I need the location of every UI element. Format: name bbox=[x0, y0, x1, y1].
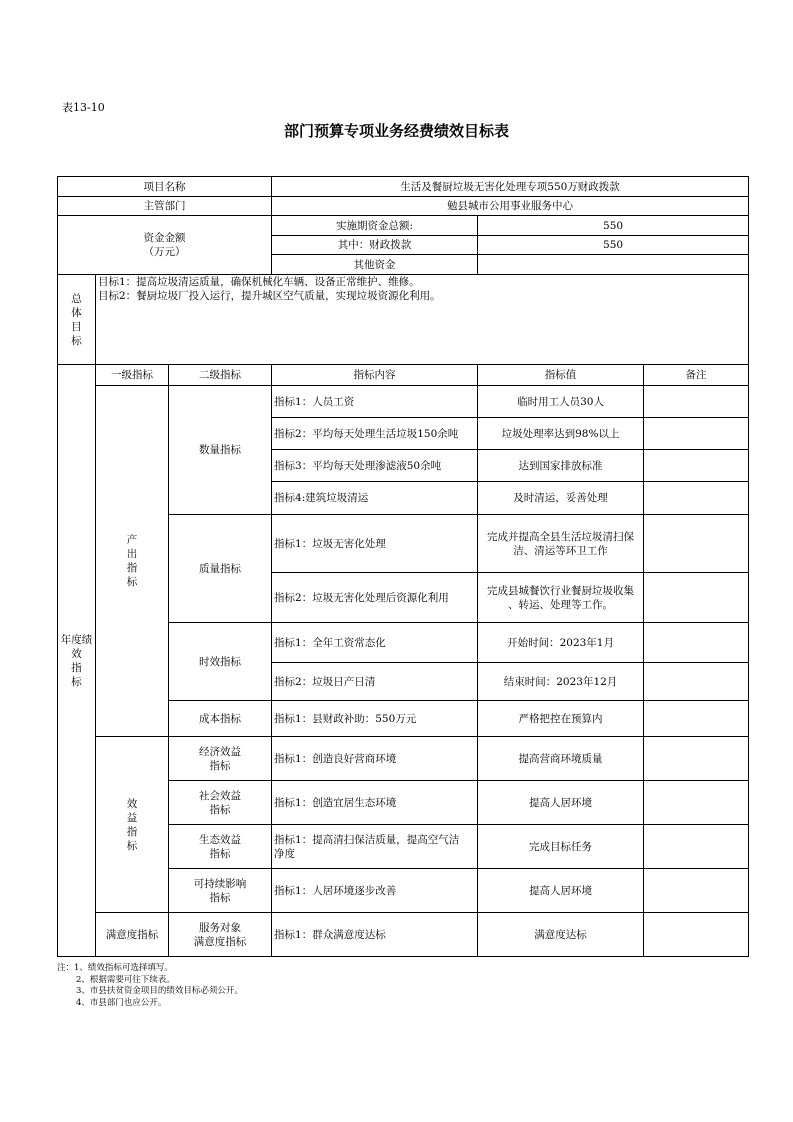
indicator-content: 指标1：创造宜居生态环境 bbox=[272, 781, 478, 825]
footnote-4: 4、市县部门也应公开。 bbox=[76, 997, 167, 1008]
indicator-value: 提高人居环境 bbox=[478, 781, 644, 825]
cost-indicators-label: 成本指标 bbox=[169, 701, 272, 737]
indicator-note bbox=[644, 623, 749, 663]
indicator-value: 提高营商环境质量 bbox=[478, 737, 644, 781]
project-name-label: 项目名称 bbox=[58, 177, 272, 197]
header-level1: 一级指标 bbox=[96, 365, 169, 386]
goal-2: 目标2：餐厨垃圾厂投入运行，提升城区空气质量，实现垃圾资源化利用。 bbox=[98, 290, 441, 302]
indicator-content: 指标1：人居环境逐步改善 bbox=[272, 869, 478, 913]
indicator-content: 指标2：垃圾无害化处理后资源化利用 bbox=[272, 573, 478, 623]
satisfaction-indicators-label: 满意度指标 bbox=[96, 913, 169, 957]
indicator-content: 指标1：县财政补助：550万元 bbox=[272, 701, 478, 737]
indicator-value: 及时清运，妥善处理 bbox=[478, 482, 644, 515]
indicator-note bbox=[644, 913, 749, 957]
indicator-value: 临时用工人员30人 bbox=[478, 386, 644, 418]
indicator-content: 指标1：人员工资 bbox=[272, 386, 478, 418]
table-number: 表13-10 bbox=[62, 101, 105, 114]
indicator-note bbox=[644, 825, 749, 869]
header-content: 指标内容 bbox=[272, 365, 478, 386]
project-name-value: 生活及餐厨垃圾无害化处理专项550万财政拨款 bbox=[272, 177, 749, 197]
indicator-note bbox=[644, 515, 749, 573]
indicator-content: 指标1：垃圾无害化处理 bbox=[272, 515, 478, 573]
other-fund-label: 其他资金 bbox=[272, 255, 478, 275]
footnote-2: 2、根据需要可往下续表。 bbox=[76, 974, 175, 985]
indicator-value: 开始时间：2023年1月 bbox=[478, 623, 644, 663]
dept-row bbox=[58, 197, 749, 216]
indicator-value: 完成县城餐饮行业餐厨垃圾收集 、转运、处理等工作。 bbox=[478, 573, 644, 623]
footnotes bbox=[57, 963, 243, 1009]
indicator-value: 严格把控在预算内 bbox=[478, 701, 644, 737]
total-fund-value: 550 bbox=[478, 216, 749, 236]
indicator-content: 指标1：创造良好营商环境 bbox=[272, 737, 478, 781]
overall-goals-content bbox=[96, 275, 749, 365]
total-fund-label: 实施期资金总额: bbox=[272, 216, 478, 236]
indicator-note bbox=[644, 663, 749, 701]
indicator-note bbox=[644, 737, 749, 781]
indicator-value: 满意度达标 bbox=[478, 913, 644, 957]
indicator-content: 指标3：平均每天处理渗滤液50余吨 bbox=[272, 450, 478, 482]
fund-amount-label-line2: （万元） bbox=[143, 246, 186, 258]
fund-amount-label-line1: 资金金额 bbox=[143, 232, 186, 244]
dept-label: 主管部门 bbox=[58, 197, 272, 216]
social-benefit-label: 社会效益 指标 bbox=[169, 781, 272, 825]
header-value: 指标值 bbox=[478, 365, 644, 386]
fund-total-row bbox=[58, 216, 749, 236]
indicator-note bbox=[644, 701, 749, 737]
table-row bbox=[58, 737, 749, 781]
table-row bbox=[58, 386, 749, 418]
fiscal-fund-value: 550 bbox=[478, 236, 749, 255]
service-satisfaction-label: 服务对象 满意度指标 bbox=[169, 913, 272, 957]
indicator-content: 指标4:建筑垃圾清运 bbox=[272, 482, 478, 515]
economic-benefit-label: 经济效益 指标 bbox=[169, 737, 272, 781]
indicator-note bbox=[644, 573, 749, 623]
indicator-note bbox=[644, 482, 749, 515]
indicator-content: 指标2：平均每天处理生活垃圾150余吨 bbox=[272, 418, 478, 450]
benefit-indicators-label: 效 益 指 标 bbox=[96, 737, 169, 913]
indicator-content: 指标1：全年工资常态化 bbox=[272, 623, 478, 663]
footnote-1: 注：1、绩效指标可选择填写。 bbox=[57, 963, 173, 973]
output-indicators-label: 产 出 指 标 bbox=[96, 386, 169, 737]
overall-goals-row bbox=[58, 275, 749, 365]
header-note: 备注 bbox=[644, 365, 749, 386]
performance-target-table bbox=[57, 176, 749, 957]
sustainable-impact-label: 可持续影响 指标 bbox=[169, 869, 272, 913]
footnote-3: 3、市县扶贫资金项目的绩效目标必须公开。 bbox=[76, 986, 243, 996]
indicator-content: 指标1：群众满意度达标 bbox=[272, 913, 478, 957]
annual-indicators-label: 年度绩 效 指 标 bbox=[58, 365, 96, 957]
header-level2: 二级指标 bbox=[169, 365, 272, 386]
goal-1: 目标1：提高垃圾清运质量，确保机械化车辆、设备正常维护、维修。 bbox=[98, 276, 420, 288]
quantity-indicators-label: 数量指标 bbox=[169, 386, 272, 515]
indicator-value: 结束时间：2023年12月 bbox=[478, 663, 644, 701]
overall-goals-label: 总 体 目 标 bbox=[58, 275, 96, 365]
ecological-benefit-label: 生态效益 指标 bbox=[169, 825, 272, 869]
indicator-note bbox=[644, 418, 749, 450]
table-row bbox=[58, 913, 749, 957]
indicator-header-row bbox=[58, 365, 749, 386]
indicator-value: 提高人居环境 bbox=[478, 869, 644, 913]
indicator-content: 指标2：垃圾日产日清 bbox=[272, 663, 478, 701]
indicator-value: 完成并提高全县生活垃圾清扫保 洁、清运等环卫工作 bbox=[478, 515, 644, 573]
indicator-note bbox=[644, 781, 749, 825]
other-fund-value bbox=[478, 255, 749, 275]
indicator-content: 指标1：提高清扫保洁质量，提高空气洁 净度 bbox=[272, 825, 478, 869]
fund-amount-label bbox=[58, 216, 272, 275]
document-title: 部门预算专项业务经费绩效目标表 bbox=[283, 122, 509, 140]
indicator-value: 垃圾处理率达到98%以上 bbox=[478, 418, 644, 450]
dept-value: 勉县城市公用事业服务中心 bbox=[272, 197, 749, 216]
indicator-note bbox=[644, 386, 749, 418]
indicator-value: 完成目标任务 bbox=[478, 825, 644, 869]
indicator-value: 达到国家排放标准 bbox=[478, 450, 644, 482]
fiscal-fund-label: 其中：财政拨款 bbox=[272, 236, 478, 255]
indicator-note bbox=[644, 869, 749, 913]
quality-indicators-label: 质量指标 bbox=[169, 515, 272, 623]
indicator-note bbox=[644, 450, 749, 482]
timeliness-indicators-label: 时效指标 bbox=[169, 623, 272, 701]
project-name-row bbox=[58, 177, 749, 197]
